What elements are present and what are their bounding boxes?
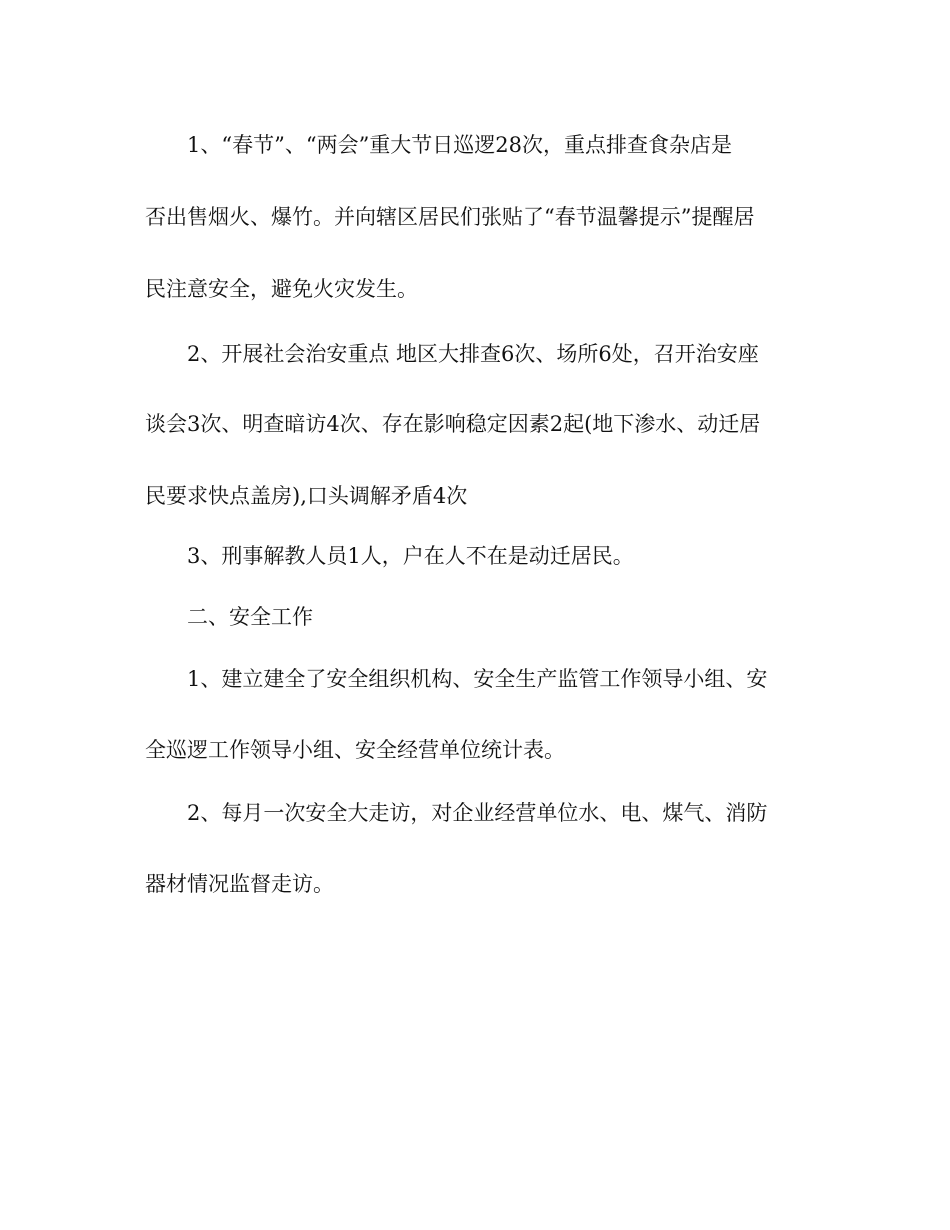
text-line-9: 1、建立建全了安全组织机构、安全生产监管工作领导小组、安 — [187, 667, 768, 691]
text-line-6: 民要求快点盖房),口头调解矛盾4次 — [145, 484, 468, 508]
text-line-12: 器材情况监督走访。 — [145, 872, 334, 896]
text-line-2: 否出售烟火、爆竹。并向辖区居民们张贴了“春节温馨提示”提醒居 — [145, 205, 755, 229]
text-line-7: 3、刑事解教人员1人，户在人不在是动迁居民。 — [187, 544, 634, 568]
section-heading-safety: 二、安全工作 — [187, 605, 313, 629]
text-line-4: 2、开展社会治安重点 地区大排查6次、场所6处，召开治安座 — [187, 342, 759, 366]
text-line-10: 全巡逻工作领导小组、安全经营单位统计表。 — [145, 738, 565, 762]
text-line-3: 民注意安全，避免火灾发生。 — [145, 277, 418, 301]
text-line-11: 2、每月一次安全大走访，对企业经营单位水、电、煤气、消防 — [187, 801, 768, 825]
text-line-1: 1、“春节”、“两会”重大节日巡逻28次，重点排查食杂店是 — [187, 133, 733, 157]
text-line-5: 谈会3次、明查暗访4次、存在影响稳定因素2起(地下渗水、动迁居 — [145, 412, 761, 436]
